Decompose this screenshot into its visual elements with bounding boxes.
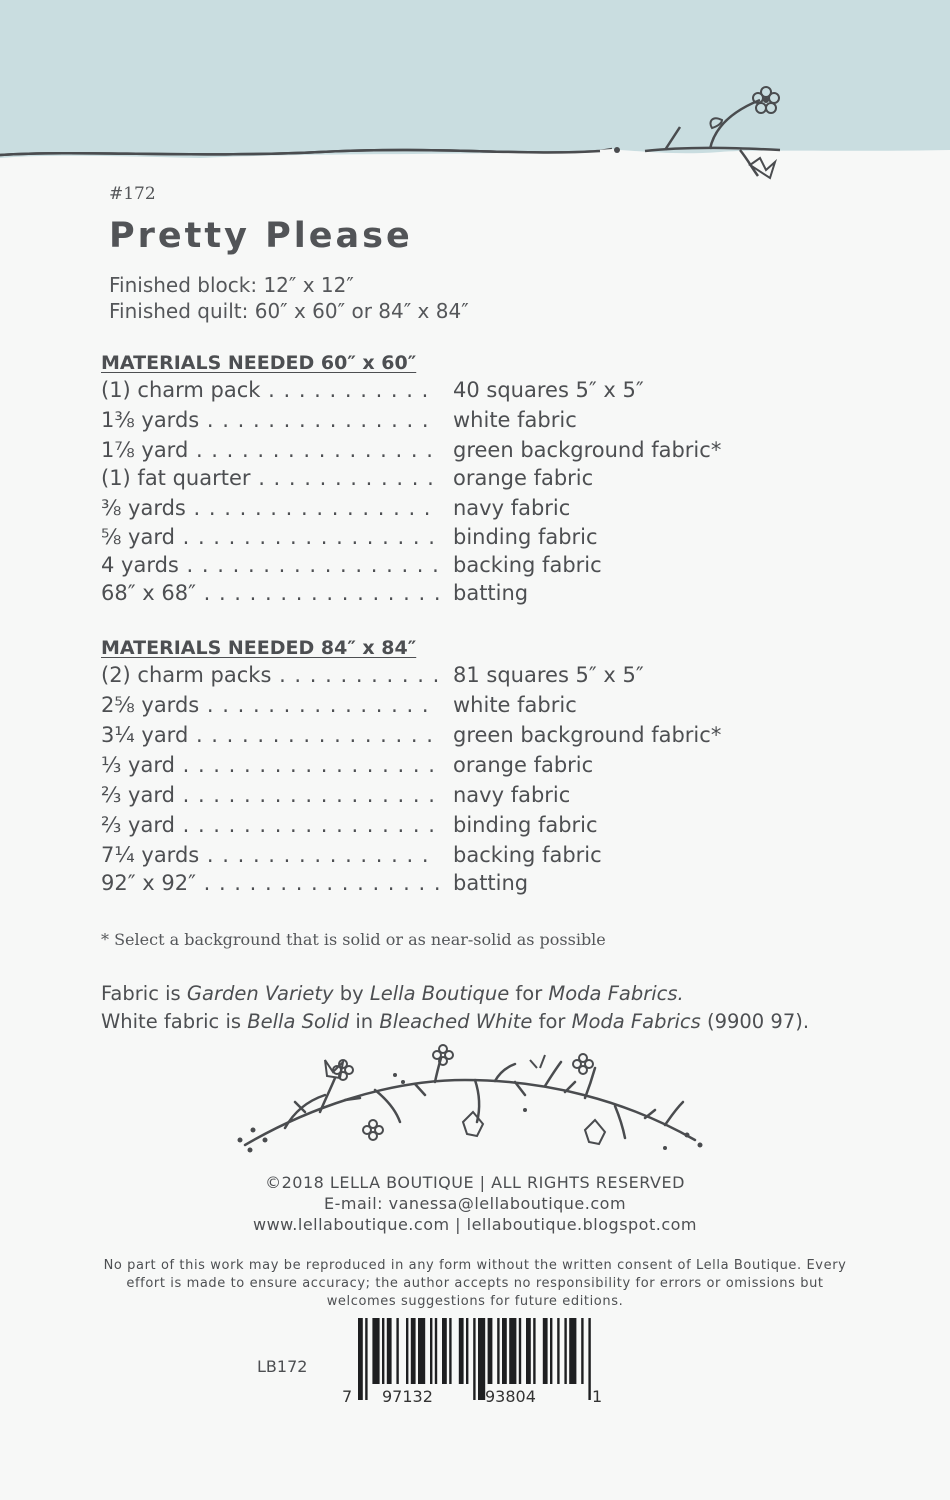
material-item: navy fabric [453, 783, 571, 807]
barcode-bar [418, 1318, 425, 1384]
pattern-number: #172 [109, 184, 156, 204]
list-item [101, 496, 861, 525]
barcode-bar [526, 1318, 531, 1384]
material-item: green background fabric* [453, 723, 722, 747]
barcode-bar [557, 1318, 559, 1384]
legal-disclaimer: No part of this work may be reproduced in any form without the written consent of Lella Boutique. Every effort is made to ensure accuracy; the author accepts no responsibility for errors or omissions but welcomes suggestions for future editions. [103, 1258, 847, 1309]
material-quantity: 92″ x 92″ . . . [101, 871, 439, 895]
material-quantity: ⅔ yard . . . [101, 813, 439, 837]
contact-email: E-mail: vanessa@lellaboutique.com [323, 1194, 627, 1213]
barcode-bar [358, 1318, 363, 1400]
text-segment: Fabric is [101, 982, 187, 1005]
materials-84-heading: MATERIALS NEEDED 84″ x 84″ [101, 637, 417, 659]
designer-name: Lella Boutique [369, 982, 510, 1005]
list-item [101, 663, 861, 692]
material-item: white fabric [453, 693, 577, 717]
material-item: orange fabric [453, 753, 594, 777]
list-item [101, 553, 861, 582]
material-item: backing fabric [453, 553, 602, 577]
material-item: green background fabric* [453, 438, 722, 462]
material-item: white fabric [453, 408, 577, 432]
material-quantity: ⅓ yard . . . [101, 753, 439, 777]
list-item [101, 843, 861, 872]
material-quantity: 68″ x 68″ . . . [101, 581, 439, 605]
barcode-bar [430, 1318, 432, 1384]
barcode-bar [372, 1318, 379, 1384]
material-quantity: 4 yards . . . [101, 553, 439, 577]
material-item: 81 squares 5″ x 5″ [453, 663, 644, 687]
list-item [101, 581, 861, 610]
barcode-digits-right: 93804 [485, 1387, 536, 1406]
barcode-bar [509, 1318, 516, 1384]
material-item: batting [453, 871, 529, 895]
material-item: binding fabric [453, 525, 598, 549]
barcode-bar [382, 1318, 384, 1384]
list-item [101, 783, 861, 812]
barcode-bar [406, 1318, 408, 1384]
background-footnote: * Select a background that is solid or as near-solid as possible [101, 930, 606, 949]
barcode-digits-left: 97132 [382, 1387, 433, 1406]
barcode-bar [488, 1318, 493, 1384]
product-number: (9900 97). [700, 1010, 810, 1033]
material-quantity: (1) fat quarter . . . [101, 466, 439, 490]
barcode-bar [396, 1318, 398, 1384]
material-item: 40 squares 5″ x 5″ [453, 378, 644, 402]
material-quantity: 2⅝ yards . . . [101, 693, 439, 717]
text-segment: White fabric is [101, 1010, 248, 1033]
upc-barcode [342, 1318, 602, 1410]
fabric-info-line-2 [101, 1010, 809, 1033]
website-links: www.lellaboutique.com | lellaboutique.blogspot.com [253, 1215, 697, 1234]
barcode-bar [502, 1318, 507, 1384]
text-segment: for [532, 1010, 572, 1033]
barcode-bar [435, 1318, 437, 1384]
material-quantity: (1) charm pack . . . [101, 378, 439, 402]
barcode-bar [459, 1318, 464, 1384]
fabric-line-name: Garden Variety [186, 982, 334, 1005]
barcode-digit-last: 1 [592, 1387, 603, 1406]
text-segment: in [349, 1010, 380, 1033]
material-quantity: 3¼ yard . . . [101, 723, 439, 747]
color-name: Bleached White [379, 1010, 533, 1033]
barcode-bar [533, 1318, 535, 1384]
barcode-bar [564, 1318, 566, 1384]
barcode-bar [550, 1318, 552, 1384]
barcode-bar [473, 1318, 475, 1400]
list-item [101, 525, 861, 554]
material-quantity: ⅝ yard . . . [101, 525, 439, 549]
finished-quilt-size: Finished quilt: 60″ x 60″ or 84″ x 84″ [109, 299, 469, 323]
material-quantity: (2) charm packs . . . [101, 663, 439, 687]
list-item [101, 753, 861, 782]
fabric-info-line-1 [101, 982, 684, 1005]
list-item [101, 466, 861, 495]
list-item [101, 438, 861, 467]
floral-vine-illustration [225, 1040, 715, 1160]
finished-block-size: Finished block: 12″ x 12″ [109, 273, 354, 297]
material-item: navy fabric [453, 496, 571, 520]
list-item [101, 693, 861, 722]
material-item: binding fabric [453, 813, 598, 837]
materials-60-heading: MATERIALS NEEDED 60″ x 60″ [101, 352, 417, 374]
material-quantity: 1⅜ yards . . . [101, 408, 439, 432]
material-quantity: 7¼ yards . . . [101, 843, 439, 867]
list-item [101, 871, 861, 900]
barcode-bar [588, 1318, 590, 1400]
barcode-bar [543, 1318, 548, 1384]
barcode-bar [519, 1318, 521, 1384]
material-quantity: 1⅞ yard . . . [101, 438, 439, 462]
list-item [101, 813, 861, 842]
list-item [101, 408, 861, 437]
fabric-line-name: Bella Solid [247, 1010, 350, 1033]
manufacturer-name: Moda Fabrics. [548, 982, 684, 1005]
product-code: LB172 [257, 1357, 308, 1376]
barcode-digit-first: 7 [342, 1387, 353, 1406]
barcode-bar [497, 1318, 499, 1384]
list-item [101, 723, 861, 752]
material-quantity: ⅜ yards . . . [101, 496, 439, 520]
header-branch-illustration [0, 80, 950, 200]
barcode-bar [387, 1318, 392, 1384]
pattern-title: Pretty Please [109, 216, 413, 256]
material-quantity: ⅔ yard . . . [101, 783, 439, 807]
barcode-bar [466, 1318, 468, 1384]
barcode-bar [449, 1318, 451, 1384]
text-segment: for [509, 982, 549, 1005]
material-item: batting [453, 581, 529, 605]
list-item [101, 378, 861, 407]
barcode-bar [442, 1318, 447, 1384]
text-segment: by [333, 982, 370, 1005]
material-item: backing fabric [453, 843, 602, 867]
barcode-bar [581, 1318, 583, 1384]
barcode-bar [365, 1318, 367, 1400]
barcode-bar [569, 1318, 576, 1384]
barcode-bar [411, 1318, 416, 1384]
manufacturer-name: Moda Fabrics [571, 1010, 701, 1033]
copyright-line: ©2018 LELLA BOUTIQUE | ALL RIGHTS RESERVED [265, 1173, 685, 1192]
material-item: orange fabric [453, 466, 594, 490]
